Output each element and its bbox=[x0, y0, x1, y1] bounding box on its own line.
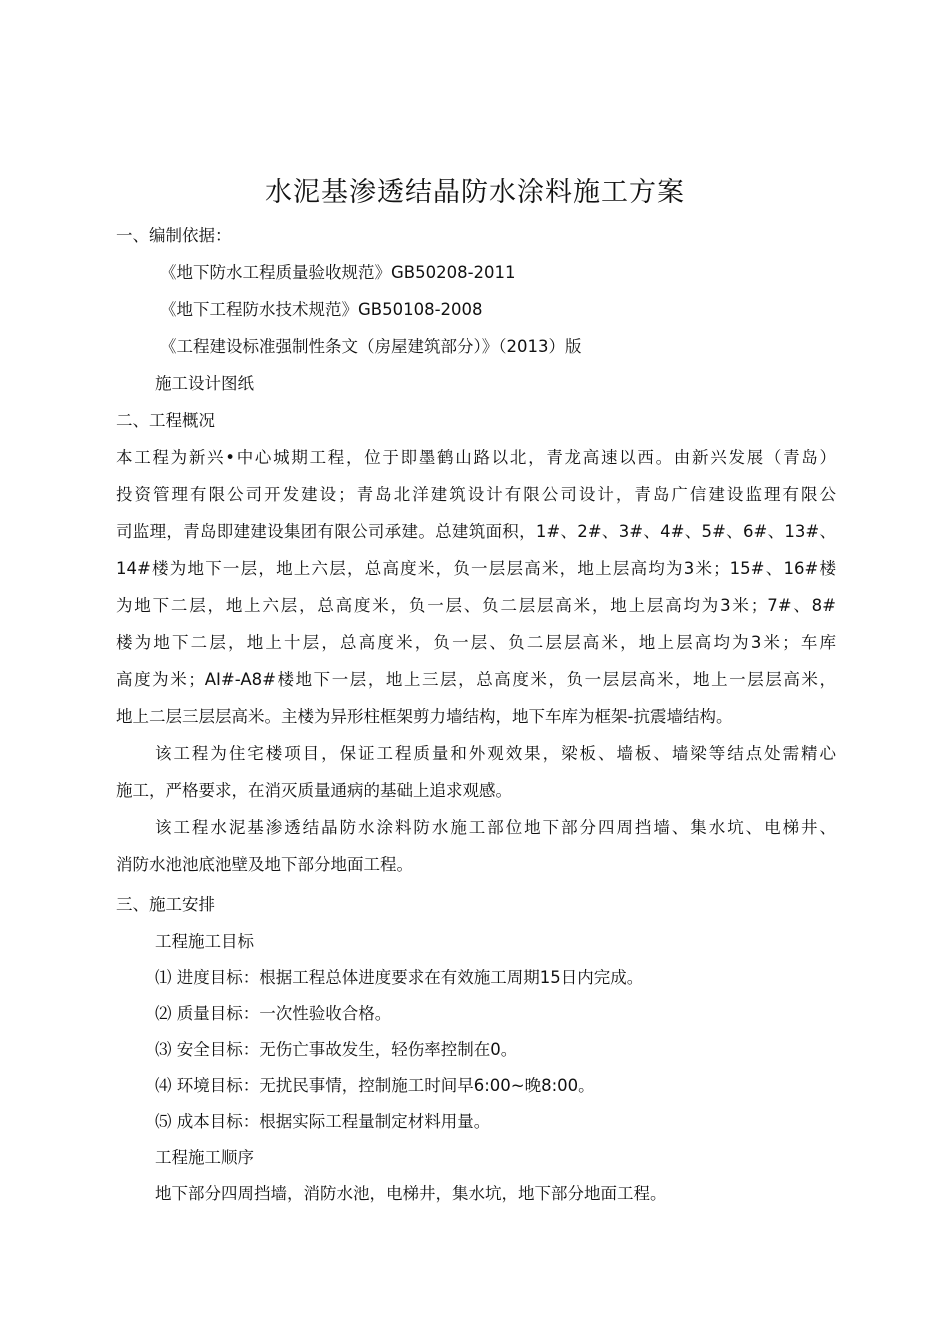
overview-para3-line: 该工程水泥基渗透结晶防水涂料防水施工部位地下部分四周挡墙、集水坑、电梯井、 bbox=[155, 818, 836, 837]
goal-item: ⑴ 进度目标：根据工程总体进度要求在有效施工周期15日内完成。 bbox=[155, 968, 644, 987]
overview-line: 楼为地下二层，地上十层，总高度米，负一层、负二层层高米，地上层高均为3米；车库 bbox=[116, 633, 836, 652]
document-title: 水泥基渗透结晶防水涂料施工方案 bbox=[265, 177, 685, 208]
section-1-heading: 一、编制依据： bbox=[116, 226, 232, 245]
overview-line: 14#楼为地下一层，地上六层，总高度米，负一层层高米，地上层高均为3米；15#、16#楼 bbox=[116, 559, 836, 578]
order-title: 工程施工顺序 bbox=[155, 1148, 254, 1167]
overview-para2-line: 施工，严格要求，在消灭质量通病的基础上追求观感。 bbox=[116, 781, 512, 800]
reference-item: 《地下工程防水技术规范》GB50108-2008 bbox=[160, 300, 483, 319]
order-text: 地下部分四周挡墙，消防水池，电梯井，集水坑，地下部分地面工程。 bbox=[155, 1184, 667, 1203]
goals-title: 工程施工目标 bbox=[155, 932, 254, 951]
overview-line: 地上二层三层层高米。主楼为异形柱框架剪力墙结构，地下车库为框架-抗震墙结构。 bbox=[116, 707, 733, 726]
goal-item: ⑶ 安全目标：无伤亡事故发生，轻伤率控制在0。 bbox=[155, 1040, 518, 1059]
goal-item: ⑸ 成本目标：根据实际工程量制定材料用量。 bbox=[155, 1112, 491, 1131]
overview-line: 高度为米；AI#-A8#楼地下一层，地上三层，总高度米，负一层层高米，地上一层层高米， bbox=[116, 670, 836, 689]
goal-item: ⑵ 质量目标：一次性验收合格。 bbox=[155, 1004, 392, 1023]
reference-item: 《地下防水工程质量验收规范》GB50208-2011 bbox=[160, 263, 516, 282]
section-2-heading: 二、工程概况 bbox=[116, 411, 215, 430]
section-3-heading: 三、施工安排 bbox=[116, 895, 215, 914]
overview-line: 司监理，青岛即建建设集团有限公司承建。总建筑面积，1#、2#、3#、4#、5#、6#、13#、 bbox=[116, 522, 836, 541]
reference-item: 施工设计图纸 bbox=[155, 374, 254, 393]
overview-para3-line: 消防水池池底池壁及地下部分地面工程。 bbox=[116, 855, 413, 874]
overview-para2-line: 该工程为住宅楼项目，保证工程质量和外观效果，梁板、墙板、墙梁等结点处需精心 bbox=[155, 744, 836, 763]
overview-line: 本工程为新兴•中心城期工程，位于即墨鹤山路以北，青龙高速以西。由新兴发展（青岛） bbox=[116, 448, 836, 467]
overview-line: 投资管理有限公司开发建设；青岛北洋建筑设计有限公司设计，青岛广信建设监理有限公 bbox=[116, 485, 836, 504]
reference-item: 《工程建设标准强制性条文（房屋建筑部分）》（2013）版 bbox=[160, 337, 582, 356]
overview-line: 为地下二层，地上六层，总高度米，负一层、负二层层高米，地上层高均为3米；7#、8# bbox=[116, 596, 836, 615]
goal-item: ⑷ 环境目标：无扰民事情，控制施工时间早6:00~晚8:00。 bbox=[155, 1076, 595, 1095]
